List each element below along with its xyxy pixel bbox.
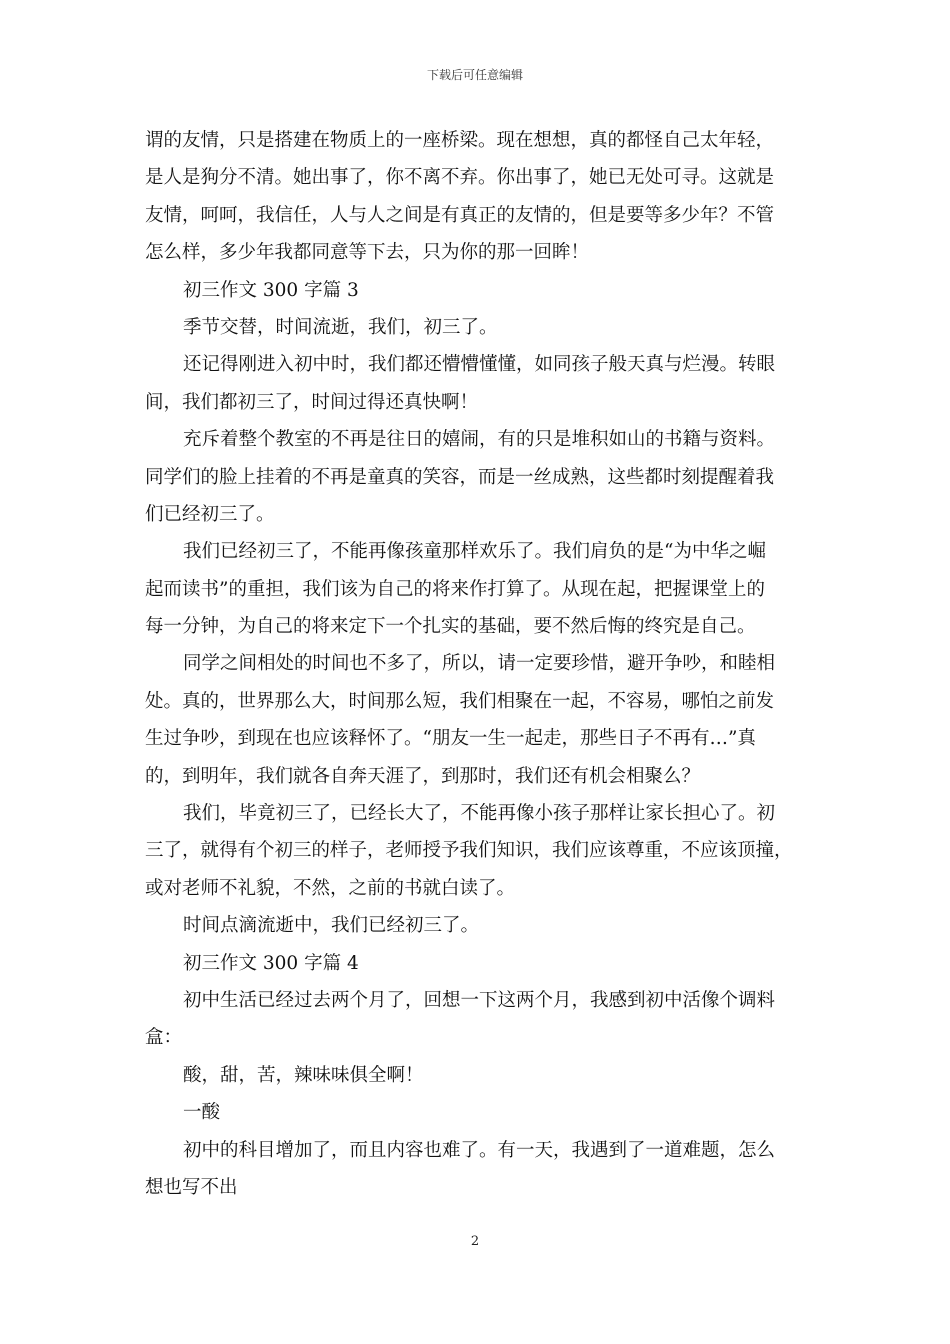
text-line: 初三作文 300 字篇 4: [183, 952, 359, 974]
text-line: 间，我们都初三了，时间过得还真快啊！: [145, 391, 479, 413]
text-line: 我们，毕竟初三了，已经长大了，不能再像小孩子那样让家长担心了。初: [183, 803, 776, 825]
text-line: 时间点滴流逝中，我们已经初三了。: [183, 915, 480, 937]
text-line: 友情，呵呵，我信任，人与人之间是有真正的友情的，但是要等多少年？不管: [145, 204, 775, 226]
text-line: 季节交替，时间流逝，我们，初三了。: [183, 316, 498, 338]
text-line: 们已经初三了。: [145, 503, 275, 525]
text-line: 初中的科目增加了，而且内容也难了。有一天，我遇到了一道难题，怎么: [183, 1139, 776, 1161]
text-line: 起而读书”的重担，我们该为自己的将来作打算了。从现在起，把握课堂上的: [145, 578, 765, 600]
page-number: 2: [470, 1234, 480, 1249]
text-line: 怎么样，多少年我都同意等下去，只为你的那一回眸！: [145, 242, 590, 264]
text-line: 三了，就得有个初三的样子，老师授予我们知识，我们应该尊重，不应该顶撞，: [145, 840, 793, 862]
text-line: 充斥着整个教室的不再是往日的嬉闹，有的只是堆积如山的书籍与资料。: [183, 429, 776, 451]
text-line: 想也写不出: [145, 1176, 238, 1198]
text-line: 生过争吵，到现在也应该释怀了。“朋友一生一起走，那些日子不再有…”真: [145, 728, 756, 750]
text-line: 同学之间相处的时间也不多了，所以，请一定要珍惜，避开争吵，和睦相: [183, 653, 776, 675]
text-line: 是人是狗分不清。她出事了，你不离不弃。你出事了，她已无处可寻。这就是: [145, 167, 775, 189]
text-line: 处。真的，世界那么大，时间那么短，我们相聚在一起，不容易，哪怕之前发: [145, 690, 775, 712]
text-line: 同学们的脸上挂着的不再是童真的笑容，而是一丝成熟，这些都时刻提醒着我: [145, 466, 775, 488]
page-header: 下载后可任意编辑: [426, 68, 523, 82]
text-line: 盒：: [145, 1027, 183, 1049]
text-line: 谓的友情，只是搭建在物质上的一座桥梁。现在想想，真的都怪自己太年轻，: [145, 130, 775, 151]
text-line: 一酸: [183, 1102, 221, 1124]
text-line: 初中生活已经过去两个月了，回想一下这两个月，我感到初中活像个调料: [183, 989, 776, 1011]
text-line: 还记得刚进入初中时，我们都还懵懵懂懂，如同孩子般天真与烂漫。转眼: [183, 354, 776, 376]
text-line: 酸，甜，苦，辣味味俱全啊！: [183, 1064, 424, 1086]
text-line: 的，到明年，我们就各自奔天涯了，到那时，我们还有机会相聚么？: [145, 765, 701, 787]
text-line: 或对老师不礼貌，不然，之前的书就白读了。: [145, 877, 516, 899]
text-line: 初三作文 300 字篇 3: [183, 279, 359, 301]
text-line: 我们已经初三了，不能再像孩童那样欢乐了。我们肩负的是“为中华之崛: [183, 541, 766, 563]
text-line: 每一分钟，为自己的将来定下一个扎实的基础，要不然后悔的终究是自己。: [145, 616, 756, 638]
document-body: [145, 122, 815, 1206]
